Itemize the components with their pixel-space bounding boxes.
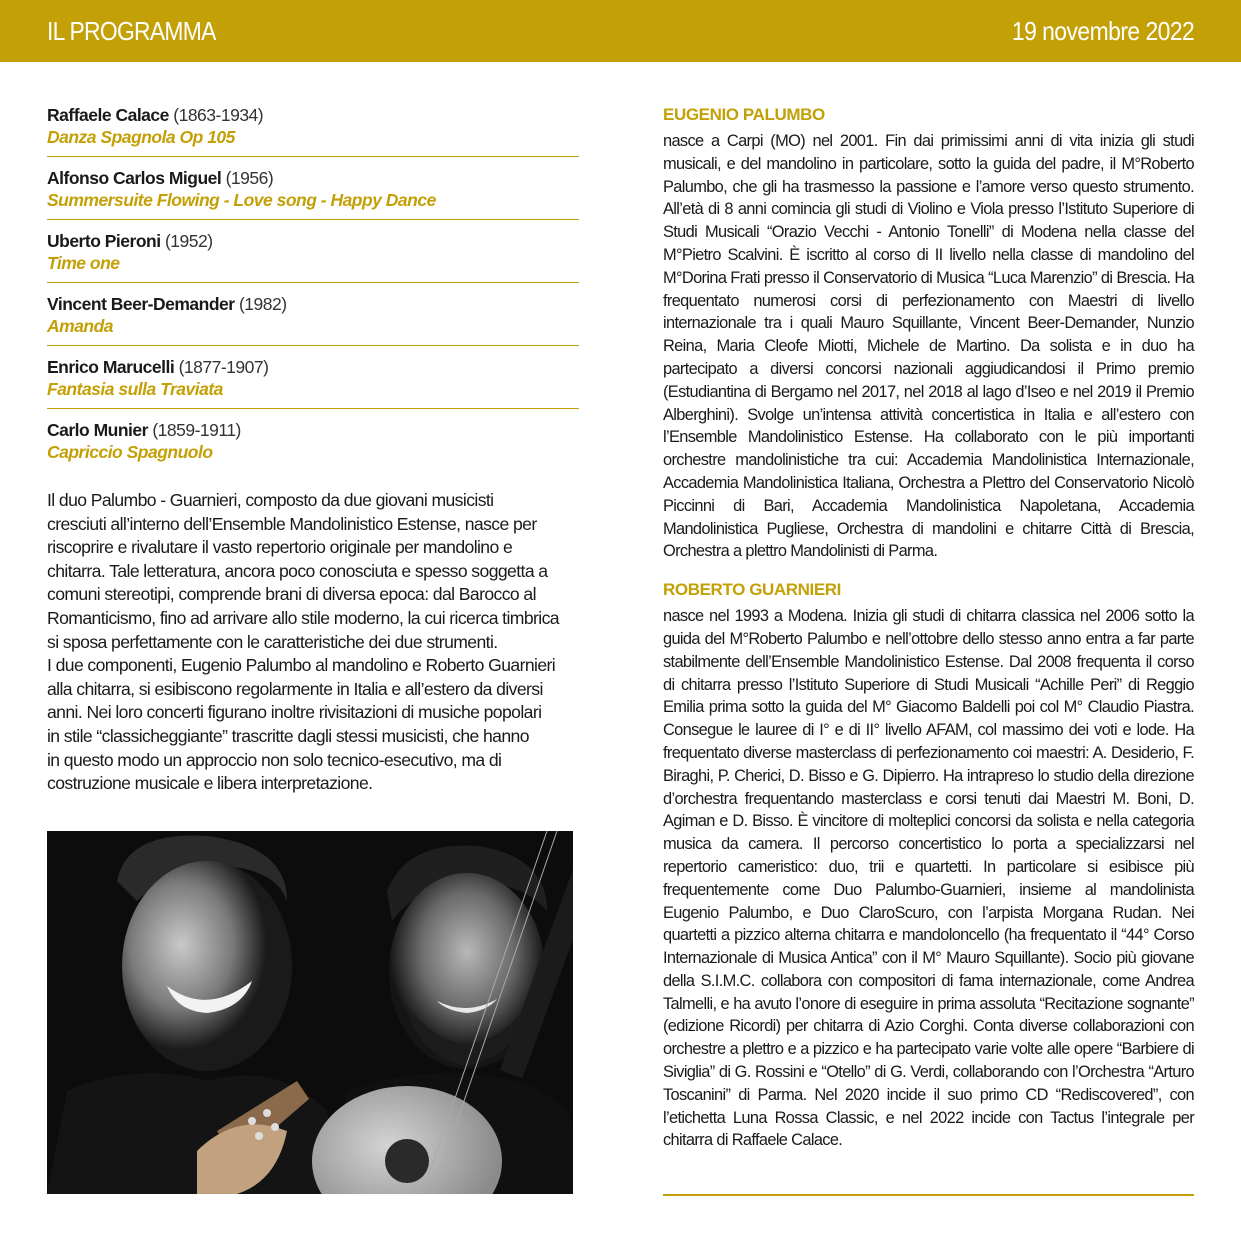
composer-name: Alfonso Carlos Miguel bbox=[47, 168, 222, 188]
concert-date: 19 novembre 2022 bbox=[1011, 16, 1194, 46]
composer-name: Raffaele Calace bbox=[47, 105, 169, 125]
composer-years: (1952) bbox=[164, 231, 213, 251]
work-title: Capriccio Spagnuolo bbox=[47, 442, 213, 462]
composer-years: (1982) bbox=[238, 294, 287, 314]
page-header bbox=[0, 0, 1241, 62]
bio-text-palumbo: nasce a Carpi (MO) nel 2001. Fin dai primissimi anni di vita inizia gli studi musicali, e del mandolino in particolare, sotto la guida del padre, il M°Roberto Palumbo, che gli ha trasmesso la passione e l’amore verso questo strumento. All’età di 8 anni comincia gli studi di Violino e Viola presso l’Istituto Superiore di Studi Musicali “Orazio Vecchi - Antonio Tonelli” di Modena nella classe del M°Pietro Scalvini. È iscritto al corso di II livello nella classe di mandolino del M°Dorina Frati presso il Conservatorio di Musica “Luca Marenzio” di Brescia. Ha frequentato numerosi corsi di perfezionamento con Maestri di livello internazionale tra i quali Mauro Squillante, Vincent Beer-Demander, Nunzio Reina, Maria Cleofe Miotti, Michele de Martino. Da solista e in duo ha partecipato a diversi concorsi nazionali aggiudicandosi il Primo premio (Estudiantina di Bergamo nel 2017, nel 2018 al lago d’Iseo e nel 2019 il Premio Alberghini). Svolge un’intensa attività concertistica in Italia e all’estero con l’Ensemble Mandolinistico Estense. Ha collaborato con le più importanti orchestre mandolinistiche tra cui: Accademia Mandolinistica Internazionale, Accademia Mandolinistica Italiana, Orchestra a Plettro del Conservatorio Nicolò Piccinni di Bari, Accademia Mandolinistica Napoletana, Accademia Mandolinistica Pugliese, Orchestra di mandolini e chitarre Città di Brescia, Orchestra a plettro Mandolinisti di Parma. bbox=[663, 132, 1194, 561]
page-title: IL PROGRAMMA bbox=[47, 16, 216, 46]
bio-name-guarnieri: ROBERTO GUARNIERI bbox=[663, 580, 842, 600]
program-item bbox=[47, 419, 579, 471]
composer-line bbox=[47, 419, 579, 441]
program-item bbox=[47, 230, 579, 283]
composer-years: (1877-1907) bbox=[178, 357, 269, 377]
work-title: Danza Spagnola Op 105 bbox=[47, 127, 235, 147]
composer-name: Carlo Munier bbox=[47, 420, 148, 440]
duo-intro-paragraph: Il duo Palumbo - Guarnieri, composto da due giovani musicisti cresciuti all’interno dell’Ensemble Mandolinistico Estense, nasce per riscoprire e rivalutare il vasto repertorio originale per mandolino e chitarra. Tale letteratura, ancora poco conosciuta e spesso soggetta a comuni stereotipi, comprende brani di diversa epoca: dal Barocco al Romanticismo, fino ad arrivare allo stile moderno, la cui ricerca timbrica si sposa perfettamente con le caratteristiche dei due strumenti. I due componenti, Eugenio Palumbo al mandolino e Roberto Guarnieri alla chitarra, si esibiscono regolarmente in Italia e all’estero da diversi anni. Nei loro concerti figurano inoltre rivisitazioni di musiche popolari in stile “classicheggiante” trascritte dagli stessi musicisti, che hanno in questo modo un approccio non solo tecnico-esecutivo, ma di costruzione musicale e libera interpretazione. bbox=[47, 490, 559, 794]
bio-spacer bbox=[663, 563, 1194, 579]
composer-years: (1859-1911) bbox=[152, 420, 241, 440]
bio-name-palumbo: EUGENIO PALUMBO bbox=[663, 105, 825, 124]
program-list bbox=[47, 104, 579, 481]
program-item bbox=[47, 293, 579, 346]
bio-text-guarnieri: nasce nel 1993 a Modena. Inizia gli studi di chitarra classica nel 2006 sotto la guida del M°Roberto Palumbo e nell’ottobre dello stesso anno entra a far parte stabilmente dell’Ensemble Mandolinistico Estense. Dal 2008 frequenta il corso di chitarra presso l’Istituto Superiore di Studi Musicali “Achille Peri” di Reggio Emilia prima sotto la guida del M° Giacomo Baldelli poi col M° Claudio Piastra. Consegue le lauree di I° e di II° livello AFAM, col massimo dei voti e lode. Ha frequentato diverse masterclass di perfezionamento coi maestri: A. Desiderio, F. Biraghi, P. Cherici, D. Bisso e G. Dipierro. Ha intrapreso lo studio della direzione d’orchestra frequentando masterclass e corsi tenuti dai Maestri M. Boni, D. Agiman e D. Bisso. È vincitore di molteplici concorsi da solista e nella categoria musica da camera. Il percorso concertistico lo porta a specializzarsi nel repertorio cameristico: duo, trii e quartetti. In particolare si esibisce più frequentemente come Duo Palumbo-Guarnieri, insieme al mandolinista Eugenio Palumbo, e Duo ClaroScuro, con l’arpista Morgana Rudan. Nei quartetti a pizzico alterna chitarra e mandoloncello (ha frequentato il “44° Corso Internazionale di Musica Antica” con il M° Mauro Squillante). Socio più giovane della S.I.M.C. collabora con compositori di fama internazionale, come Andrea Talmelli, e ha avuto l’onore di eseguire in prima assoluta “Recitazione sognante” (edizione Ricordi) per chitarra di Azio Corghi. Conta diverse collaborazioni con orchestre a plettro e a pizzico e ha partecipato varie volte alle opere “Barbiere di Siviglia” di G. Rossini e “Otello” di G. Verdi, collaborando con l’Orchestra “Arturo Toscanini” di Parma. Nel 2020 incide il suo primo CD “Rediscovered”, con l’etichetta Luna Rossa Classic, e nel 2022 incide con Tactus l’integrale per chitarra di Raffaele Calace. bbox=[663, 607, 1194, 1150]
program-item bbox=[47, 356, 579, 409]
duo-photo-illustration bbox=[47, 831, 573, 1194]
bottom-divider bbox=[663, 1194, 1194, 1196]
composer-line bbox=[47, 104, 579, 126]
program-item bbox=[47, 167, 579, 220]
composer-years: (1956) bbox=[225, 168, 274, 188]
composer-line bbox=[47, 167, 579, 189]
composer-years: (1863-1934) bbox=[173, 105, 264, 125]
composer-name: Uberto Pieroni bbox=[47, 231, 161, 251]
duo-photo bbox=[47, 831, 573, 1194]
composer-line bbox=[47, 356, 579, 378]
work-title: Summersuite Flowing - Love song - Happy Dance bbox=[47, 190, 436, 210]
composer-name: Vincent Beer-Demander bbox=[47, 294, 235, 314]
program-item bbox=[47, 104, 579, 157]
work-title: Fantasia sulla Traviata bbox=[47, 379, 223, 399]
biographies bbox=[663, 104, 1194, 1152]
work-title: Time one bbox=[47, 253, 120, 273]
composer-line bbox=[47, 293, 579, 315]
composer-line bbox=[47, 230, 579, 252]
composer-name: Enrico Marucelli bbox=[47, 357, 175, 377]
work-title: Amanda bbox=[47, 316, 114, 336]
